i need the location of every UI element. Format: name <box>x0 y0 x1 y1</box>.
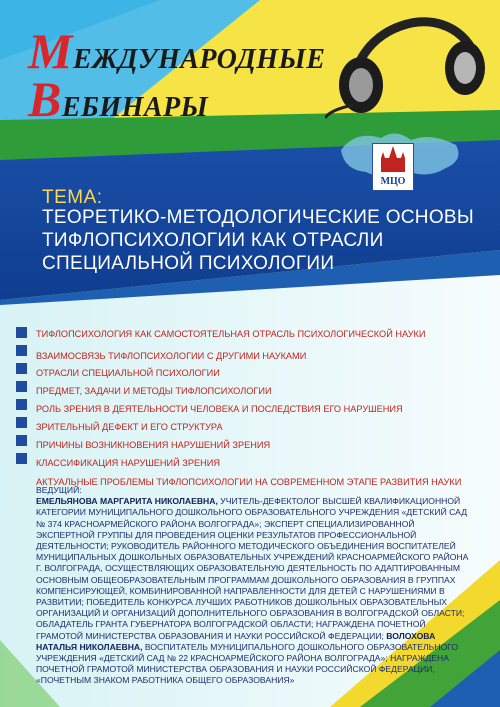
topic-item: ПРЕДМЕТ, ЗАДАЧИ И МЕТОДЫ ТИФЛОПСИХОЛОГИИ <box>36 386 272 396</box>
topic-item: ЗРИТЕЛЬНЫЙ ДЕФЕКТ И ЕГО СТРУКТУРА <box>36 422 223 432</box>
speaker-1-bio: УЧИТЕЛЬ-ДЕФЕКТОЛОГ ВЫСШЕЙ КВАЛИФИКАЦИОННОЙ КАТЕГОРИИ МУНИЦИПАЛЬНОГО ДОШКОЛЬНОГО ОБРАЗОВАТЕЛЬНОГО УЧРЕЖДЕНИЯ «ДЕТСКИЙ САД № 374 КРАСНОАРМЕЙСКОГО РАЙОНА ВОЛГОГРАДА»; ЭКСПЕРТ СПЕЦИАЛИЗИРОВАННОЙ ЭКСПЕРТНОЙ ГРУППЫ ДЛЯ ПРОВЕДЕНИЯ ОЦЕНКИ РЕЗУЛЬТАТОВ ПРОФЕССИОНАЛЬНОЙ ДЕЯТЕЛЬНОСТИ; РУКОВОДИТЕЛЬ РАЙОННОГО МЕТОДИЧЕСКОГО ОБЪЕДИНЕНИЯ ВОСПИТАТЕЛЕЙ МУНИЦИПАЛЬНЫХ ДОШКОЛЬНЫХ ОБРАЗОВАТЕЛЬНЫХ УЧРЕЖДЕНИЙ КРАСНОАРМЕЙСКОГО РАЙОНА Г. ВОЛГОГРАДА, ОСУЩЕСТВЛЯЮЩИХ ОБРАЗОВАТЕЛЬНУЮ ДЕЯТЕЛЬНОСТЬ ПО АДАПТИРОВАННЫМ ОСНОВНЫМ ОБЩЕОБРАЗОВАТЕЛЬНЫМ ПРОГРАММАМ ДОШКОЛЬНОГО ОБРАЗОВАНИЯ В ГРУППАХ КОМПЕНСИРУЮЩЕЙ, КОМБИНИРОВАННОЙ НАПРАВЛЕННОСТИ ДЛЯ ДЕТЕЙ С НАРУШЕНИЯМИ В РАЗВИТИИ; ПОБЕДИТЕЛЬ КОНКУРСА ЛУЧШИХ РАБОТНИКОВ ДОШКОЛЬНЫХ ОБРАЗОВАТЕЛЬНЫХ ОРГАНИЗАЦИЙ И ОРГАНИЗАЦИЙ ДОПОЛНИТЕЛЬНОГО ОБРАЗОВАНИЯ В ВОЛГОГРАДСКОЙ ОБЛАСТИ; ОБЛАДАТЕЛЬ ГРАНТА ГУБЕРНАТОРА ВОЛГОГРАДСКОЙ ОБЛАСТИ; НАГРАЖДЕНА ПОЧЕТНОЙ ГРАМОТОЙ МИНИСТЕРСТВА ОБРАЗОВАНИЯ И НАУКИ РОССИЙСКОЙ ФЕДЕРАЦИИ; <box>36 496 469 641</box>
bullet-icon <box>16 399 27 410</box>
title-initial-2: В <box>28 71 62 127</box>
kremlin-icon <box>373 144 413 174</box>
header-title-line2 <box>28 70 208 128</box>
headphones-icon <box>325 0 490 120</box>
topic-item: АКТУАЛЬНЫЕ ПРОБЛЕМЫ ТИФЛОПСИХОЛОГИИ НА СОВРЕМЕННОМ ЭТАПЕ РАЗВИТИЯ НАУКИ <box>36 477 462 487</box>
title-initial-1: М <box>28 23 73 79</box>
logo-text: МЦО <box>380 176 406 187</box>
bullet-icon <box>16 453 27 464</box>
bullet-icon <box>16 345 27 356</box>
speakers-block <box>36 485 472 687</box>
bullet-icon <box>16 327 27 338</box>
title-rest-2: ЕБИНАРЫ <box>61 92 209 123</box>
topic-item: КЛАССИФИКАЦИЯ НАРУШЕНИЙ ЗРЕНИЯ <box>36 458 220 468</box>
topic-item: ВЗАИМОСВЯЗЬ ТИФЛОПСИХОЛОГИИ С ДРУГИМИ НАУКАМИ <box>36 351 307 361</box>
speaker-1-name: ЕМЕЛЬЯНОВА МАРГАРИТА НИКОЛАЕВНА, <box>36 496 218 507</box>
topic-item: РОЛЬ ЗРЕНИЯ В ДЕЯТЕЛЬНОСТИ ЧЕЛОВЕКА И ПОСЛЕДСТВИЯ ЕГО НАРУШЕНИЯ <box>36 404 403 414</box>
title-rest-1: ЕЖДУНАРОДНЫЕ <box>72 44 326 75</box>
speakers-label: ВЕДУЩИЙ: <box>36 485 82 495</box>
bullet-icon <box>16 363 27 374</box>
speaker-2-bio: ВОСПИТАТЕЛЬ МУНИЦИПАЛЬНОГО ДОШКОЛЬНОГО ОБРАЗОВАТЕЛЬНОГО УЧРЕЖДЕНИЯ «ДЕТСКИЙ САД № 22 КРАСНОАРМЕЙСКОГО РАЙОНА ВОЛГОГРАДА»; НАГРАЖДЕНА ПОЧЕТНОЙ ГРАМОТОЙ МИНИСТЕРСТВА ОБРАЗОВАНИЯ И НАУКИ РОССИЙСКОЙ ФЕДЕРАЦИИ, «ПОЧЕТНЫМ ЗНАКОМ РАБОТНИКА ОБЩЕГО ОБРАЗОВАНИЯ» <box>36 641 459 686</box>
topic-item: ОТРАСЛИ СПЕЦИАЛЬНОЙ ПСИХОЛОГИИ <box>36 368 220 378</box>
topic-item: ТИФЛОПСИХОЛОГИЯ КАК САМОСТОЯТЕЛЬНАЯ ОТРАСЛЬ ПСИХОЛОГИЧЕСКОЙ НАУКИ <box>36 329 426 339</box>
bullet-icon <box>16 435 27 446</box>
tema-label: ТЕМА: <box>42 187 103 208</box>
bullet-icon <box>16 381 27 392</box>
topic-item: ПРИЧИНЫ ВОЗНИКНОВЕНИЯ НАРУШЕНИЙ ЗРЕНИЯ <box>36 440 271 450</box>
speaker-2-name: ВОЛОХОВА НАТАЛЬЯ НИКОЛАЕВНА, <box>36 630 436 652</box>
webinar-title: ТЕОРЕТИКО-МЕТОДОЛОГИЧЕСКИЕ ОСНОВЫ ТИФЛОПСИХОЛОГИИ КАК ОТРАСЛИ СПЕЦИАЛЬНОЙ ПСИХОЛОГИИ <box>42 207 474 274</box>
mco-logo <box>372 143 414 191</box>
bullet-icon <box>16 417 27 428</box>
